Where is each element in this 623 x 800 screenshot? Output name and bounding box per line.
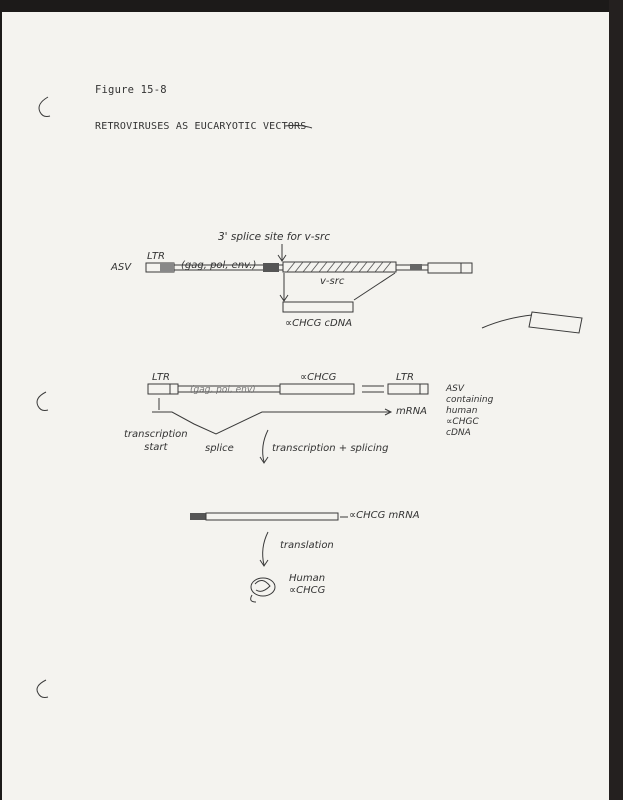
transcription-start-label: transcription start xyxy=(124,429,188,453)
mrna-box xyxy=(206,513,338,520)
translation-label: translation xyxy=(280,540,334,551)
cdna-label: ∝CHCG cDNA xyxy=(285,318,353,329)
protein-label: Human ∝CHCG xyxy=(289,573,326,596)
asv-genome-diagram xyxy=(146,244,472,312)
chcg-label: ∝CHCG xyxy=(300,372,337,383)
ltr-right-label: LTR xyxy=(396,372,414,383)
ltr-fill-left xyxy=(160,263,174,272)
mrna-label: mRNA xyxy=(396,406,428,417)
chcg-box xyxy=(280,384,354,394)
figure-label: Figure 15-8 xyxy=(95,84,167,96)
asv-label: ASV xyxy=(111,262,132,273)
chcg-mrna-label: ∝CHCG mRNA xyxy=(349,510,420,521)
splice-block xyxy=(263,263,279,272)
cdna-box xyxy=(283,302,353,312)
page-title: RETROVIRUSES AS EUCARYOTIC VECTORS xyxy=(95,121,307,132)
asv-note: ASV containing human ∝CHGC cDNA xyxy=(446,384,494,438)
ltr-box-right xyxy=(428,263,472,273)
binder-holes xyxy=(37,97,50,698)
genes-label: (gag, pol, env.) xyxy=(181,260,257,271)
protein-glyph xyxy=(251,578,275,602)
v-src-label: v-src xyxy=(320,276,345,287)
ltr-left-label: LTR xyxy=(152,372,170,383)
genes-label-2: (gag, pol, env) xyxy=(190,385,256,395)
margin-arrow-mark xyxy=(482,312,582,333)
splice-label: splice xyxy=(205,443,234,454)
splice-site-label: 3' splice site for v-src xyxy=(218,231,331,243)
transcription-splicing-label: transcription + splicing xyxy=(272,443,389,454)
ltr-label: LTR xyxy=(147,251,165,262)
